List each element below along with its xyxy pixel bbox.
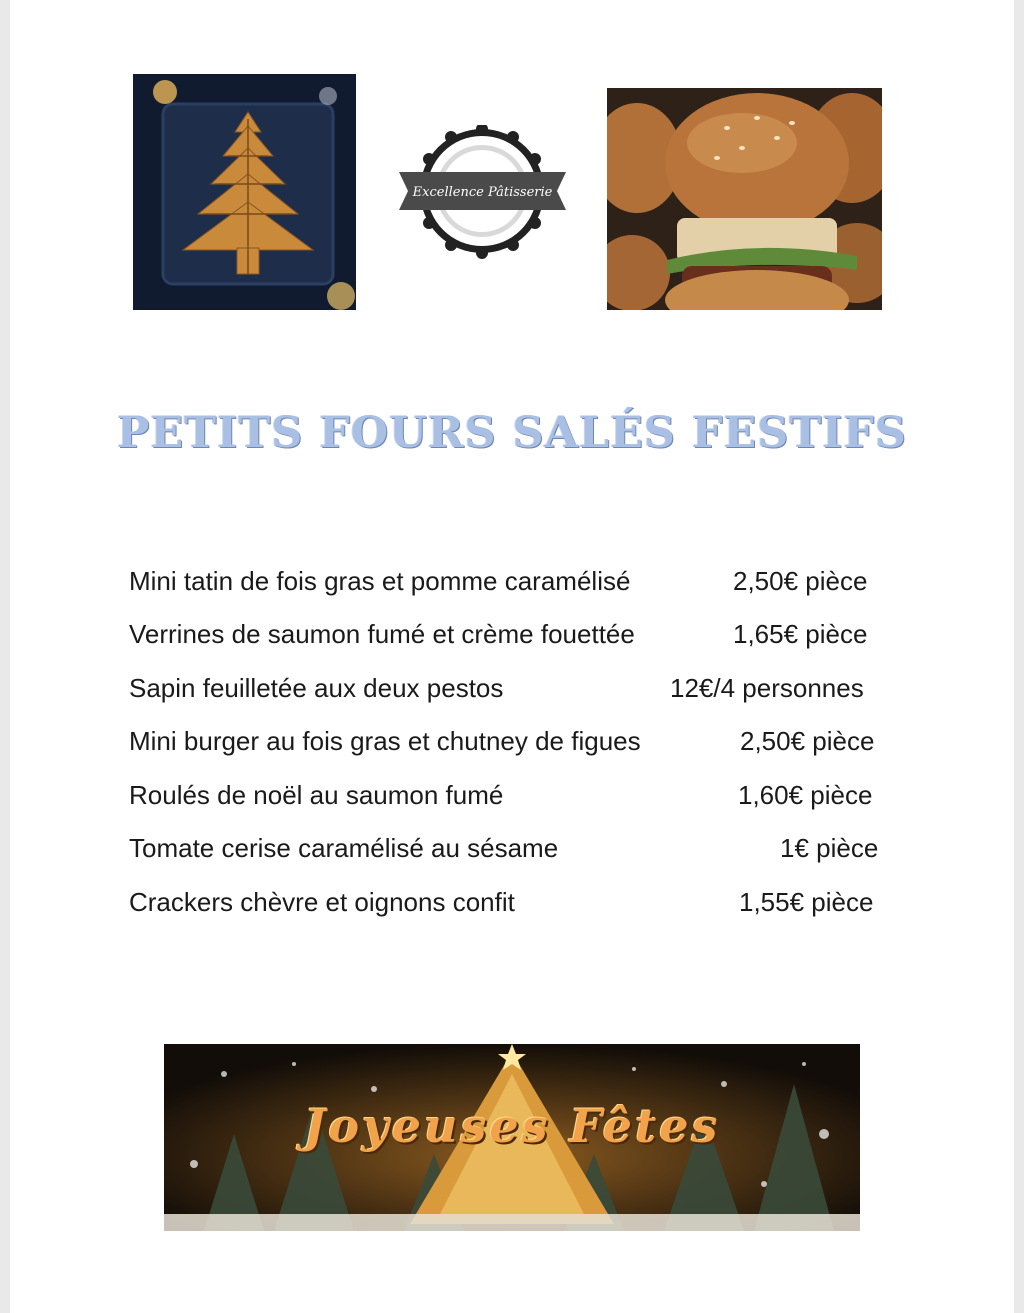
banner-text: Joyeuses Fêtes [303,1099,721,1153]
menu-item [10,780,1014,820]
item-price: 1€ pièce [780,833,879,863]
menu-page [10,0,1014,1313]
joyeuses-fetes-banner [164,1044,860,1231]
item-name: Mini burger au fois gras et chutney de figues [129,726,641,756]
logo-text: Excellence Pâtisserie [412,185,553,200]
page-title: PETITS FOURS SALÉS FESTIFS [117,408,907,458]
item-price: 1,60€ pièce [738,780,873,810]
item-name: Tomate cerise caramélisé au sésame [129,833,559,863]
menu-item [10,726,1014,766]
puff-pastry-tree-photo [133,74,356,310]
item-name: Verrines de saumon fumé et crème fouettée [129,619,635,649]
item-name: Crackers chèvre et oignons confit [129,887,515,917]
item-price: 2,50€ pièce [740,726,875,756]
menu-item [10,833,1014,873]
item-name: Mini tatin de fois gras et pomme caramélisé [129,566,631,596]
item-name: Sapin feuilletée aux deux pestos [129,673,504,703]
item-price: 12€/4 personnes [670,673,864,703]
excellence-patisserie-logo [395,125,570,260]
item-price: 1,55€ pièce [739,887,874,917]
item-price: 1,65€ pièce [733,619,868,649]
menu-item [10,619,1014,659]
menu-item [10,887,1014,927]
menu-item [10,566,1014,606]
mini-burger-photo [607,88,882,310]
item-name: Roulés de noël au saumon fumé [129,780,504,810]
item-price: 2,50€ pièce [733,566,868,596]
menu-item [10,673,1014,713]
